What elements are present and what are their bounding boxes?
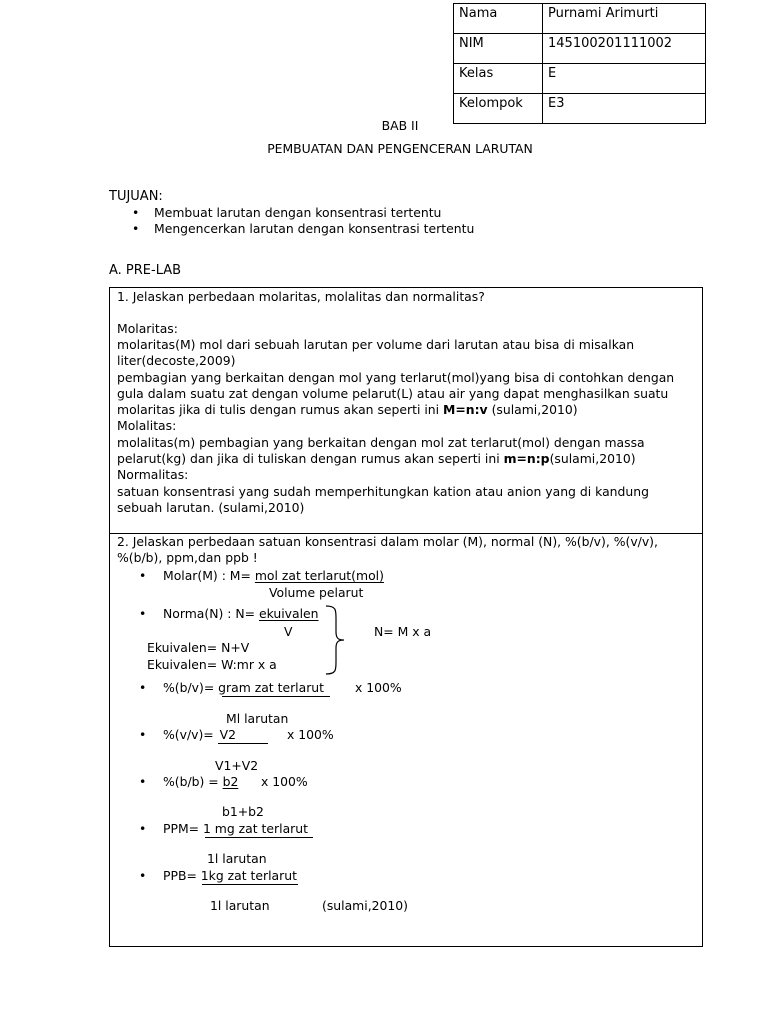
bb-denominator: b1+b2	[222, 804, 264, 819]
info-label: Kelompok	[454, 94, 543, 124]
question-1-box	[109, 287, 703, 534]
molaritas-line: pembagian yang berkaitan dengan mol yang terlarut(mol)yang bisa di contohkan dengan	[117, 370, 675, 385]
tujuan-heading: TUJUAN:	[109, 189, 163, 204]
bullet-icon: •	[139, 606, 147, 621]
normalitas-line: satuan konsentrasi yang sudah memperhitungkan kation atau anion yang di kandung	[117, 484, 649, 499]
vv-denominator: V1+V2	[215, 758, 259, 773]
ppb-denominator: 1l larutan	[210, 898, 270, 913]
student-info-table	[453, 3, 706, 124]
normalitas-line: sebuah larutan. (sulami,2010)	[117, 500, 305, 515]
bullet-icon: •	[139, 680, 147, 695]
ppb-citation: (sulami,2010)	[322, 898, 408, 913]
fraction-line	[202, 884, 298, 885]
info-row-nim	[454, 34, 706, 64]
molalitas-line: molalitas(m) pembagian yang berkaitan dengan mol zat terlarut(mol) dengan massa	[117, 435, 645, 450]
bullet-icon: •	[139, 727, 147, 742]
info-row-nama	[454, 4, 706, 34]
fraction-line	[205, 837, 313, 838]
molalitas-formula-line: pelarut(kg) dan jika di tuliskan dengan rumus akan seperti ini m=n:p(sulami,2010)	[117, 451, 636, 466]
molaritas-formula: M=n:v	[443, 402, 488, 417]
molaritas-line: gula dalam suatu zat dengan volume pelarut(L) atau air yang dapat menghasilkan suatu	[117, 386, 669, 401]
vv-numerator: V2	[219, 727, 237, 742]
chapter-label: BAB II	[381, 118, 419, 133]
molar-denominator: Volume pelarut	[269, 585, 364, 600]
bv-numerator: gram zat terlarut	[218, 680, 325, 695]
info-value: E3	[543, 94, 706, 124]
tujuan-list	[128, 205, 474, 237]
bb-formula: %(b/b) = b2	[163, 774, 239, 789]
ppb-numerator: 1kg zat terlarut	[200, 868, 297, 883]
bb-numerator: b2	[222, 774, 239, 789]
bullet-icon: •	[139, 868, 147, 883]
bv-denominator: Ml larutan	[226, 711, 289, 726]
info-label: NIM	[454, 34, 543, 64]
ekuivalen-line: Ekuivalen= N+V	[147, 640, 250, 655]
molaritas-line: liter(decoste,2009)	[117, 353, 236, 368]
question-2-text: %(b/b), ppm,dan ppb !	[117, 550, 258, 565]
fraction-line	[218, 743, 268, 744]
bullet-icon: •	[139, 821, 147, 836]
info-label: Nama	[454, 4, 543, 34]
question-2-text: 2. Jelaskan perbedaan satuan konsentrasi dalam molar (M), normal (N), %(b/v), %(v/v),	[117, 534, 658, 549]
molaritas-formula-line: molaritas jika di tulis dengan rumus akan seperti ini M=n:v (sulami,2010)	[117, 402, 578, 417]
prelab-heading: A. PRE-LAB	[109, 263, 182, 278]
question-2-box	[109, 533, 703, 947]
bb-multiplier: x 100%	[261, 774, 308, 789]
info-row-kelas	[454, 64, 706, 94]
info-label: Kelas	[454, 64, 543, 94]
info-value: E	[543, 64, 706, 94]
norma-numerator: ekuivalen	[258, 606, 319, 621]
molaritas-label: Molaritas:	[117, 321, 178, 336]
vv-multiplier: x 100%	[287, 727, 334, 742]
bullet-icon: •	[132, 221, 140, 236]
list-item: • Mengencerkan larutan dengan konsentrasi tertentu	[132, 221, 475, 236]
bv-formula: %(b/v)= gram zat terlarut	[163, 680, 325, 695]
bv-multiplier: x 100%	[355, 680, 402, 695]
bullet-icon: •	[139, 774, 147, 789]
curly-brace-icon	[322, 604, 352, 676]
question-1-text: 1. Jelaskan perbedaan molaritas, molalitas dan normalitas?	[117, 289, 485, 304]
ppm-denominator: 1l larutan	[207, 851, 267, 866]
ppb-formula: PPB= 1kg zat terlarut	[163, 868, 297, 883]
ppm-formula: PPM= 1 mg zat terlarut	[163, 821, 308, 836]
molalitas-label: Molalitas:	[117, 418, 177, 433]
molaritas-line: molaritas(M) mol dari sebuah larutan per volume dari larutan atau bisa di misalkan	[117, 337, 635, 352]
vv-formula: %(v/v)= V2	[163, 727, 237, 742]
norma-formula: Norma(N) : N= ekuivalen	[163, 606, 319, 621]
normalitas-label: Normalitas:	[117, 467, 189, 482]
molalitas-formula: m=n:p	[503, 451, 550, 466]
norma-relation: N= M x a	[374, 624, 432, 639]
info-value: 145100201111002	[543, 34, 706, 64]
page-title: PEMBUATAN DAN PENGENCERAN LARUTAN	[267, 141, 533, 156]
ekuivalen-line: Ekuivalen= W:mr x a	[147, 657, 277, 672]
norma-denominator: V	[284, 624, 293, 639]
molar-numerator: mol zat terlarut(mol)	[254, 568, 384, 583]
bullet-icon: •	[132, 205, 140, 220]
fraction-line	[222, 696, 330, 697]
bullet-icon: •	[139, 568, 147, 583]
molar-formula: Molar(M) : M= mol zat terlarut(mol)	[163, 568, 384, 583]
ppm-numerator: 1 mg zat terlarut	[202, 821, 308, 836]
info-value: Purnami Arimurti	[543, 4, 706, 34]
list-item: • Membuat larutan dengan konsentrasi tertentu	[132, 205, 442, 220]
